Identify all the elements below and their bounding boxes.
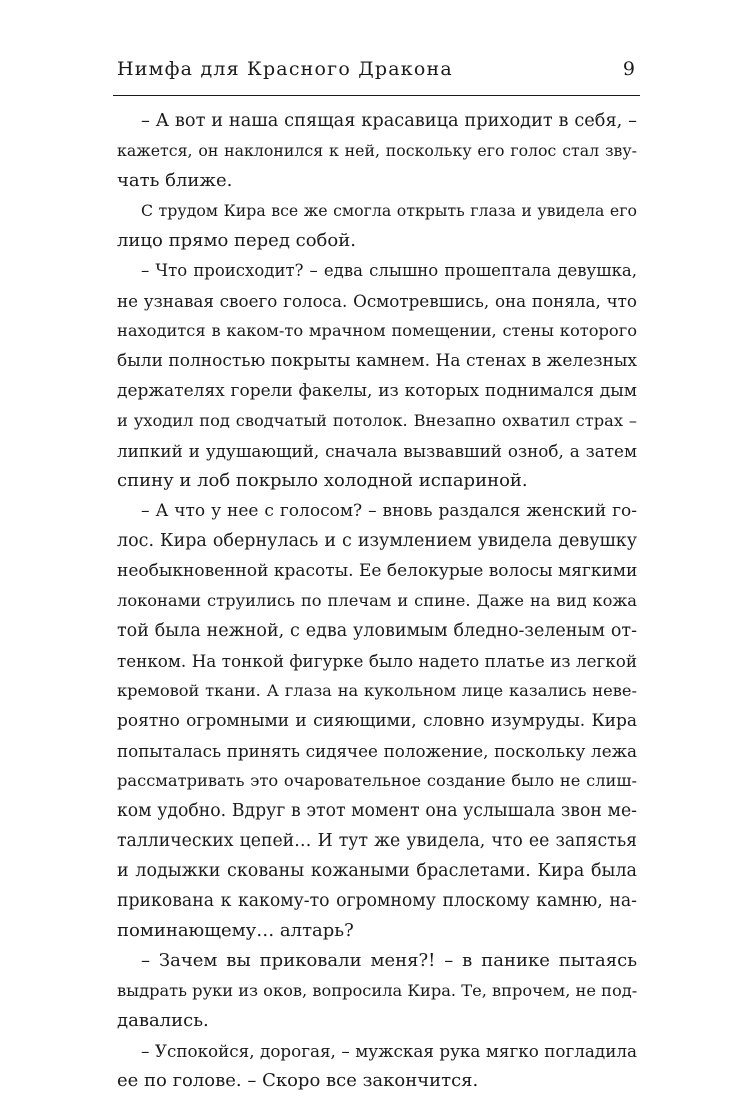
text-line: лицо прямо перед собой. (117, 230, 356, 251)
text-line: кремовой ткани. А глаза на кукольном лице казались неве- (117, 681, 637, 700)
text-line: роятно огромными и сияющими, словно изумруды. Кира (117, 711, 637, 731)
text-line: ком удобно. Вдруг в этот момент она услышала звон ме- (117, 801, 637, 821)
text-line: ее по голове. – Скоро все закончится. (117, 1070, 479, 1091)
text-line: находится в каком-то мрачном помещении, стены которого (117, 321, 637, 340)
text-line: – Успокойся, дорогая, – мужская рука мягко погладила (141, 1041, 637, 1061)
body-text (117, 106, 637, 1096)
text-line: необыкновенной красоты. Ее белокурые волосы мягкими (117, 561, 638, 581)
running-header (117, 58, 635, 86)
text-line: не узнавая своего голоса. Осмотревшись, она поняла, что (117, 291, 637, 311)
text-line: рассматривать это очаровательное создание было не слиш- (117, 771, 637, 790)
text-line: липкий и удушающий, сначала вызвавший озноб, а затем (117, 441, 637, 461)
text-line: и лодыжки скованы кожаными браслетами. Кира была (117, 861, 637, 881)
text-line: попыталась принять сидячее положение, поскольку лежа (117, 741, 637, 761)
text-line: тенком. На тонкой фигурке было надето платье из легкой (117, 651, 637, 671)
text-line: локонами струились по плечам и спине. Даже на вид кожа (117, 591, 637, 610)
text-line: той была нежной, с едва уловимым бледно-зеленым от- (117, 621, 637, 641)
text-line: прикована к какому-то огромному плоскому камню, на- (117, 891, 637, 911)
text-line: спину и лоб покрыло холодной испариной. (117, 470, 528, 491)
text-line: – Что происходит? – едва слышно прошептала девушка, (141, 261, 637, 280)
text-line: таллических цепей… И тут же увидела, что ее запястья (117, 831, 637, 851)
text-line: С трудом Кира все же смогла открыть глаза и увидела его (141, 201, 637, 220)
page-number: 9 (622, 58, 635, 80)
text-line: чать ближе. (117, 170, 233, 191)
header-divider (113, 95, 640, 96)
text-line: поминающему… алтарь? (117, 920, 354, 941)
text-line: кажется, он наклонился к ней, поскольку его голос стал зву- (117, 141, 637, 160)
book-title: Нимфа для Красного Дракона (117, 58, 453, 80)
text-line: держателях горели факелы, из которых поднимался дым (117, 381, 637, 401)
text-line: выдрать руки из оков, вопросила Кира. Те, впрочем, не под- (117, 981, 638, 1000)
text-line: и уходил под сводчатый потолок. Внезапно охватил страх – (117, 411, 637, 430)
text-line: – А что у нее с голосом? – вновь раздался женский го- (141, 501, 637, 521)
text-line: – Зачем вы приковали меня?! – в панике пытаясь (141, 950, 637, 971)
text-line: давались. (117, 1010, 209, 1031)
text-line: лос. Кира обернулась и с изумлением увидела девушку (117, 531, 637, 551)
text-line: – А вот и наша спящая красавица приходит в себя, – (141, 111, 637, 131)
text-line: были полностью покрыты камнем. На стенах в железных (117, 351, 637, 371)
